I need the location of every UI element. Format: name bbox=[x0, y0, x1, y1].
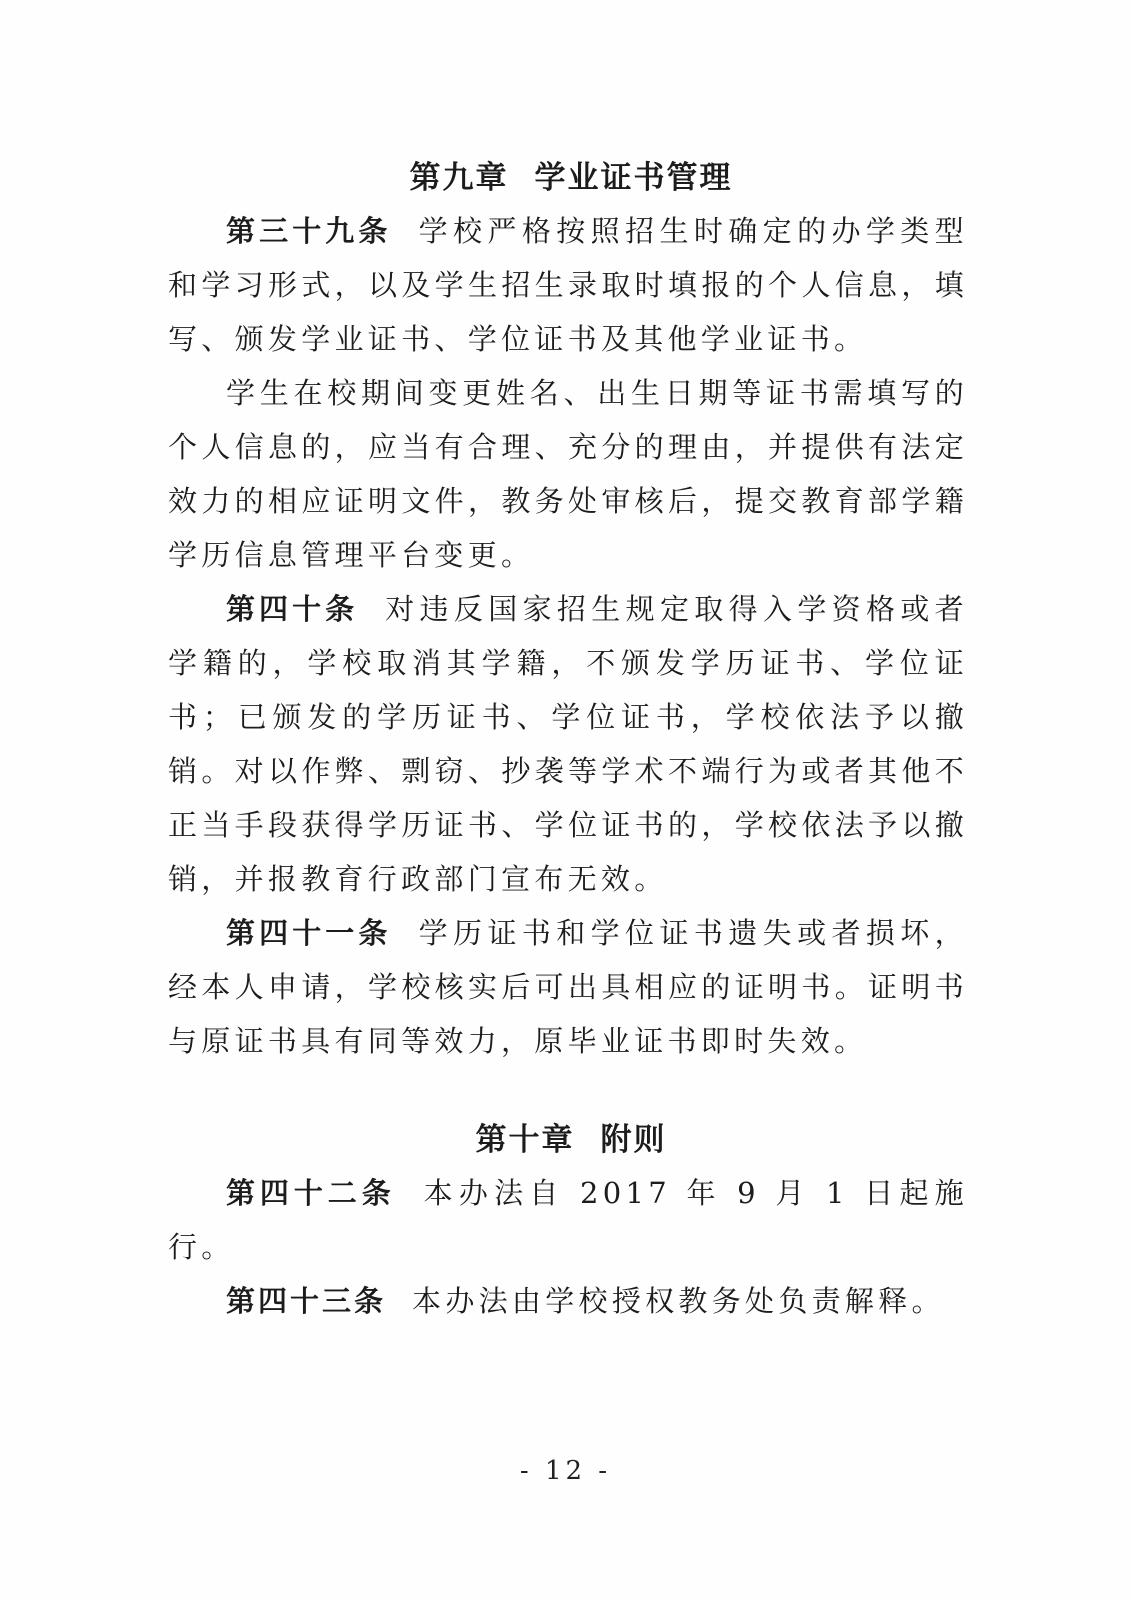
article-paragraph bbox=[168, 906, 968, 1068]
article-paragraph bbox=[168, 582, 968, 906]
chapter-heading bbox=[168, 1114, 968, 1166]
article-label: 第四十二条 bbox=[226, 1176, 396, 1210]
article-text: 学生在校期间变更姓名、出生日期等证书需填写的个人信息的，应当有合理、充分的理由，并提供有法定效力的相应证明文件，教务处审核后，提交教育部学籍学历信息管理平台变更。 bbox=[168, 376, 968, 572]
article-text: 对违反国家招生规定取得入学资格或者学籍的，学校取消其学籍，不颁发学历证书、学位证书；已颁发的学历证书、学位证书，学校依法予以撤销。对以作弊、剽窃、抄袭等学术不端行为或者其他不正当手段获得学历证书、学位证书的，学校依法予以撤销，并报教育行政部门宣布无效。 bbox=[168, 592, 968, 896]
article-text: 学历证书和学位证书遗失或者损坏，经本人申请，学校核实后可出具相应的证明书。证明书与原证书具有同等效力，原毕业证书即时失效。 bbox=[168, 916, 968, 1058]
article-paragraph bbox=[168, 1166, 968, 1274]
article-paragraph bbox=[168, 204, 968, 366]
article-label: 第四十一条 bbox=[226, 916, 392, 950]
article-label: 第四十条 bbox=[226, 592, 359, 626]
chapter-number: 第十章 bbox=[475, 1122, 575, 1158]
article-text: 本办法自 2017 年 9 月 1 日起施行。 bbox=[168, 1176, 968, 1264]
article-text: 学校严格按照招生时确定的办学类型和学习形式，以及学生招生录取时填报的个人信息，填写、颁发学业证书、学位证书及其他学业证书。 bbox=[168, 214, 968, 356]
document-body bbox=[168, 152, 968, 1328]
article-label: 第四十三条 bbox=[226, 1284, 387, 1318]
chapter-name: 学业证书管理 bbox=[534, 160, 733, 196]
article-label: 第三十九条 bbox=[226, 214, 392, 248]
chapter-number: 第九章 bbox=[409, 160, 509, 196]
article-paragraph bbox=[168, 1274, 968, 1328]
chapter-heading bbox=[168, 152, 968, 204]
page-number: - 12 - bbox=[519, 1456, 612, 1486]
article-paragraph bbox=[168, 366, 968, 582]
chapter-name: 附则 bbox=[600, 1122, 667, 1158]
article-text: 本办法由学校授权教务处负责解释。 bbox=[412, 1284, 945, 1318]
